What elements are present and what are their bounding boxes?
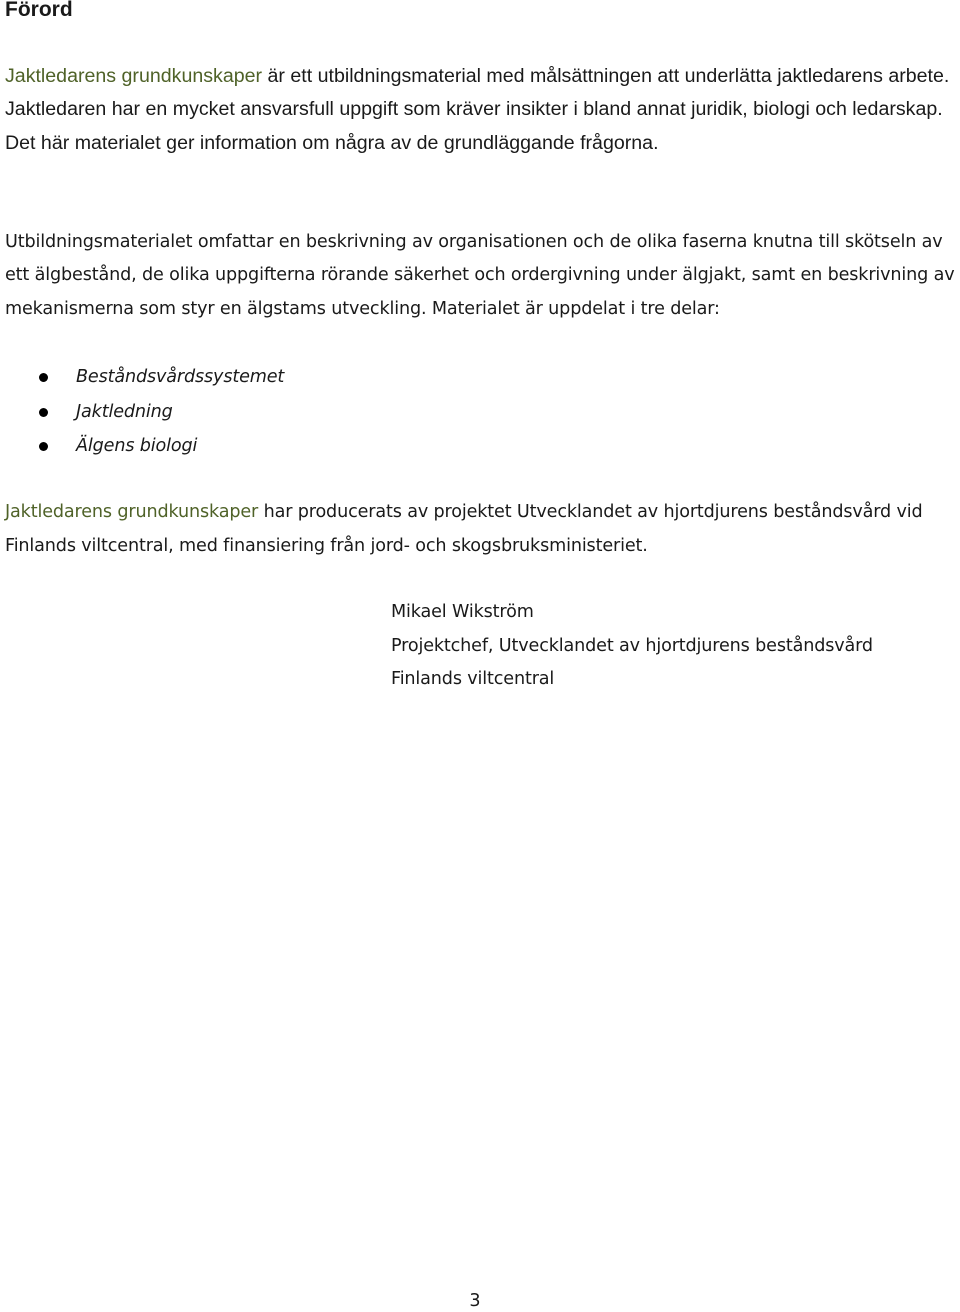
list-item-label: Älgens biologi [76, 436, 198, 457]
signature-title: Projektchef, Utvecklandet av hjortdjurens beståndsvård [391, 635, 873, 656]
production-paragraph-text: har producerats av projektet Utvecklandet av hjortdjurens beståndsvård vid Finlands viltcentral, med finansiering från jord- och skogsbruksministeriet. [5, 502, 923, 556]
parts-list [0, 360, 284, 464]
list-item [0, 360, 284, 395]
intro-paragraph [5, 60, 960, 160]
content-paragraph: Utbildningsmaterialet omfattar en beskrivning av organisationen och de olika faserna knutna till skötseln av ett älgbestånd, de olika uppgifterna rörande säkerhet och ordergivning under älgjakt, samt en beskrivning av mekanismerna som styr en älgstams utveckling. Materialet är uppdelat i tre delar: [5, 232, 955, 319]
page-heading: Förord [5, 0, 73, 21]
bullet-icon [39, 442, 48, 451]
production-paragraph [5, 496, 960, 563]
signature-name: Mikael Wikström [391, 602, 534, 622]
list-item [0, 429, 284, 464]
intro-paragraph-text: är ett utbildningsmaterial med målsättningen att underlätta jaktledarens arbete. Jaktledaren har en mycket ansvarsfull uppgift som kräver insikter i bland annat juridik, biologi och ledarskap. Det här materialet ger information om några av de grundläggande frågorna. [5, 65, 950, 154]
list-item [0, 395, 284, 430]
publication-title-accent: Jaktledarens grundkunskaper [5, 502, 259, 522]
page-number: 3 [469, 1291, 481, 1311]
list-item-label: Jaktledning [76, 401, 173, 422]
signature-block [391, 596, 873, 697]
bullet-icon [39, 408, 48, 417]
list-item-label: Beståndsvårdssystemet [76, 367, 285, 387]
bullet-icon [39, 373, 48, 382]
signature-organization: Finlands viltcentral [391, 669, 555, 689]
publication-title-accent: Jaktledarens grundkunskaper [5, 65, 263, 87]
